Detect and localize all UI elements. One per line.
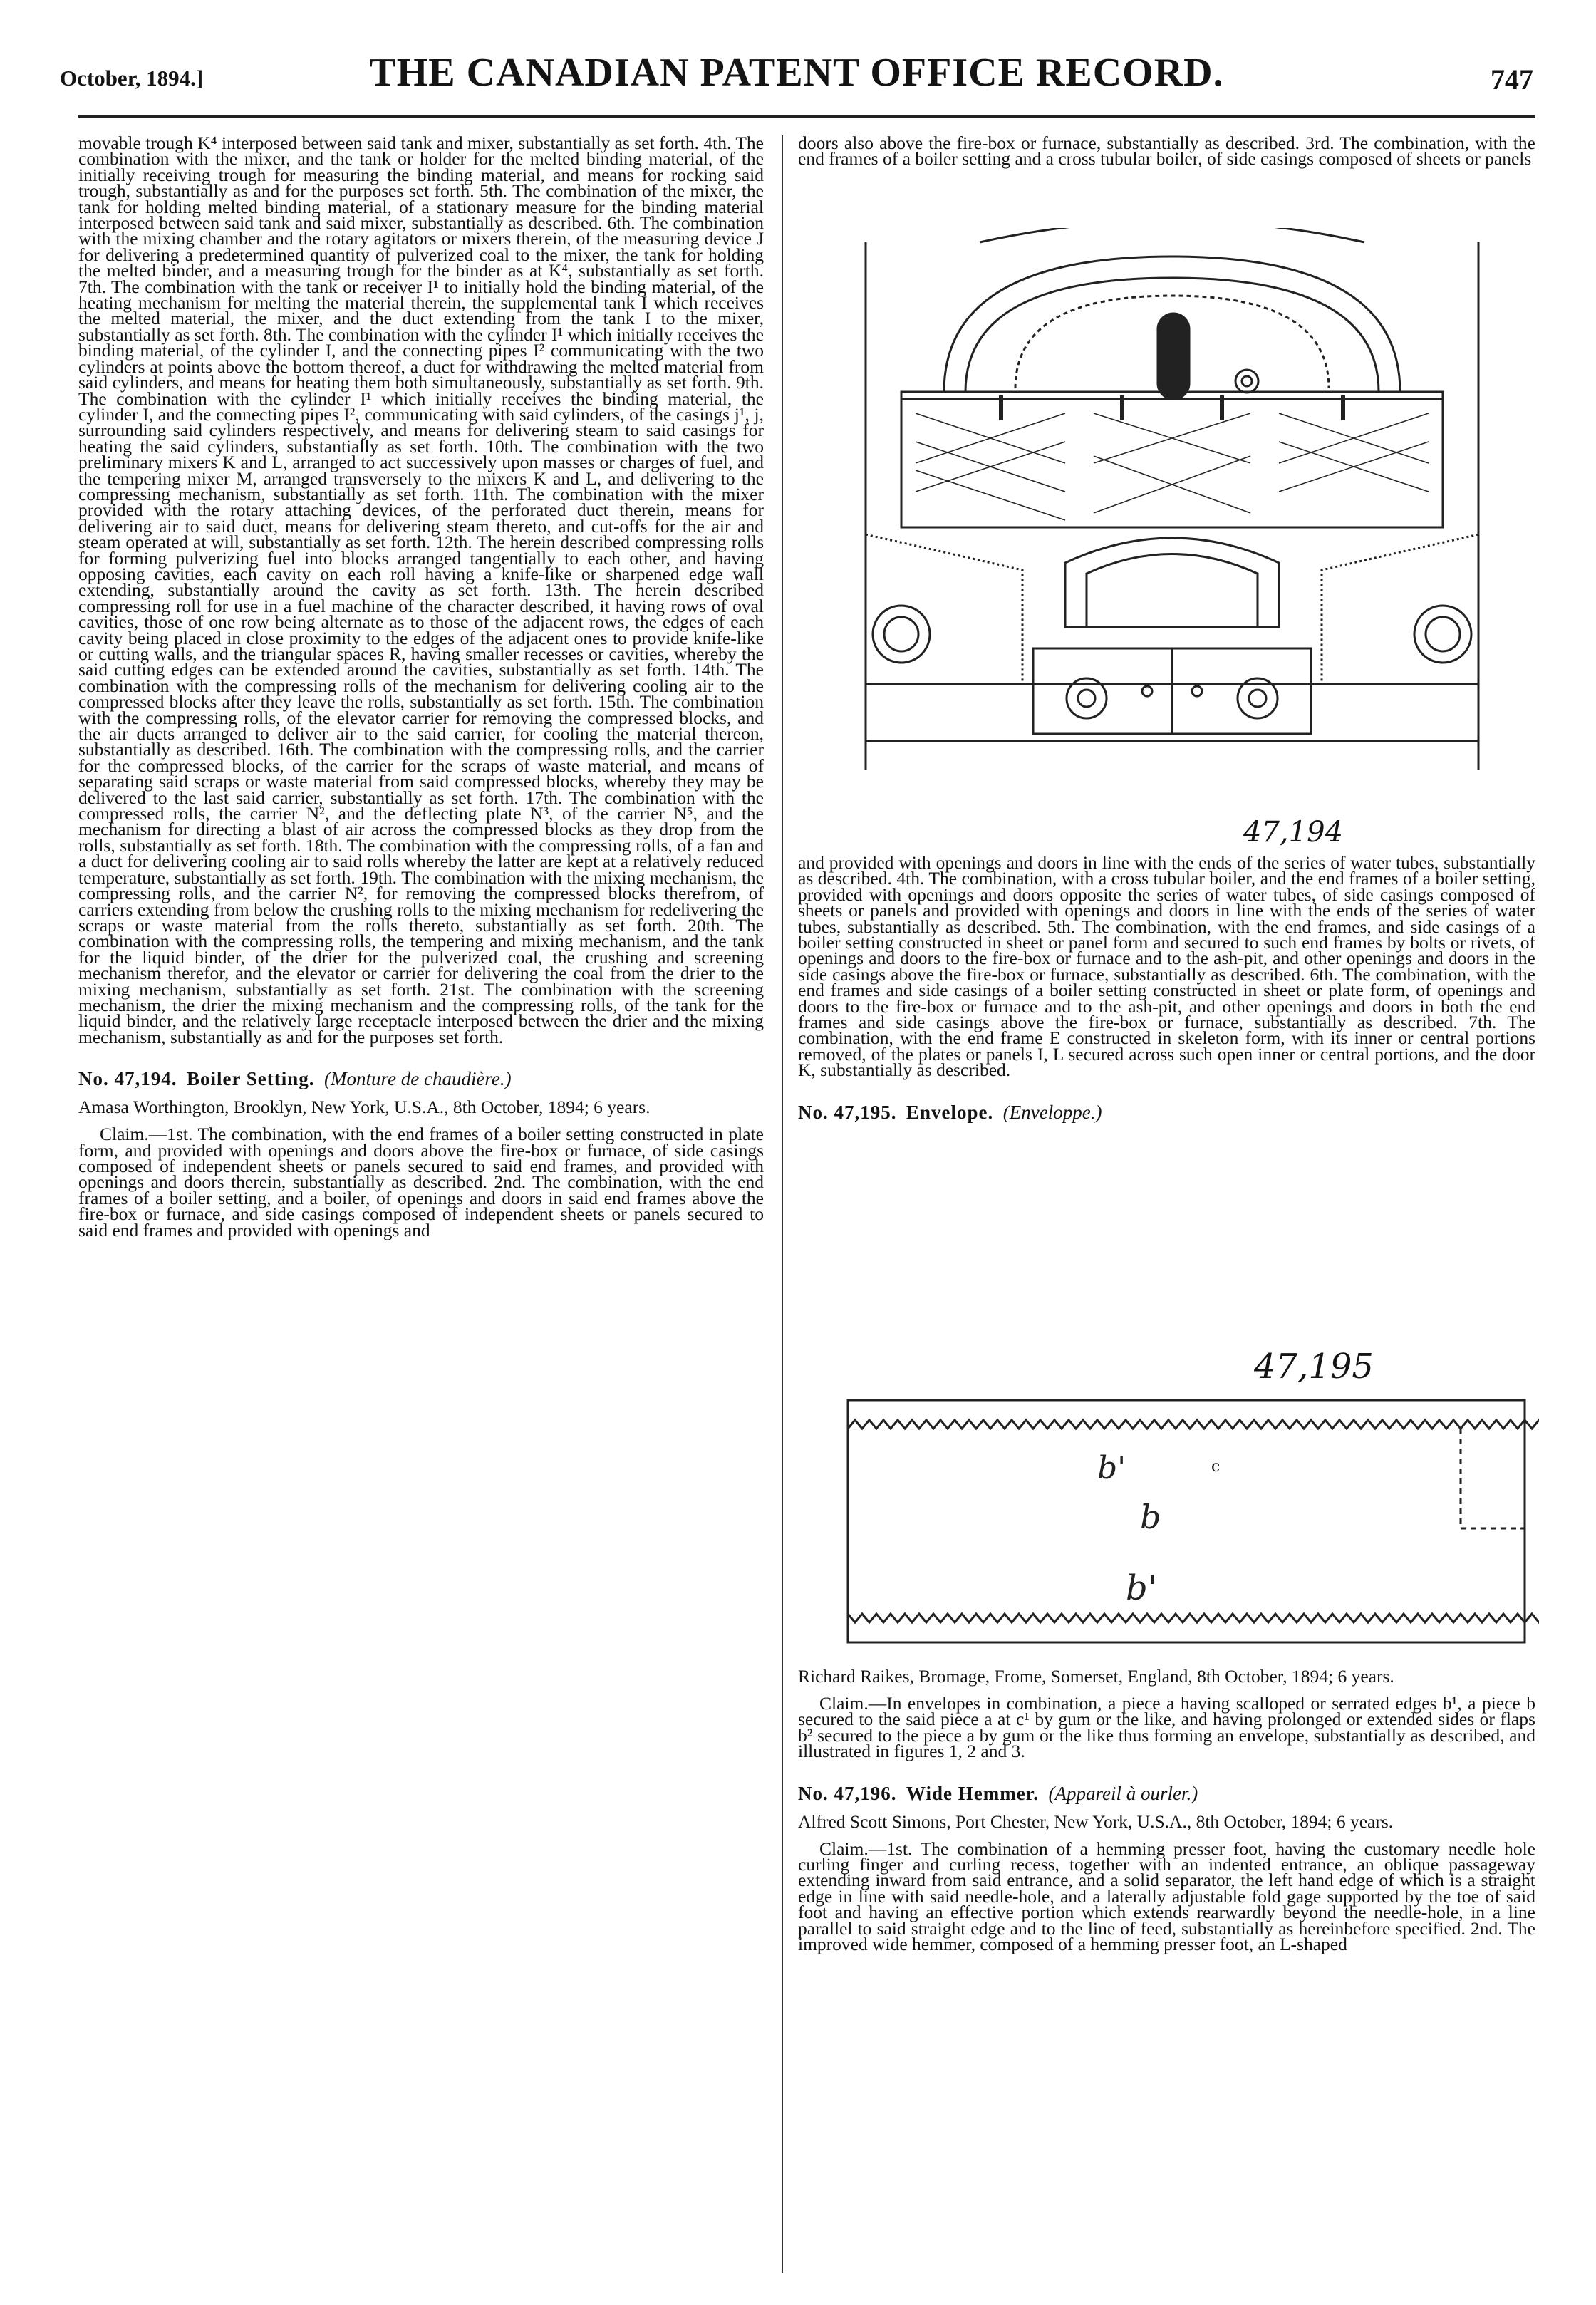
claims-continued: and provided with openings and doors in line with the ends of the series of water tubes, substantially as described. 4th. The combination, with a cross tubular boiler, and the end frames of a boiler setting, provided with openings and doors opposite the series of water tubes, of side casings composed of sheets or panels and provided with openings and doors in line with the ends of the series of water tubes, substantially as described. 5th. The combination, with the end frames, and side casings of a boiler setting constructed in sheet or panel form and secured to such end frames by bolts or rivets, of openings and doors to the fire-box or furnace and to the ash-pit, and other openings and doors in the side casings above the fire-box or furnace, substantially as described. 6th. The combination, with the end frames and side casings of a boiler setting constructed in sheet or plate form, of openings and doors to the fire-box or furnace and to the ash-pit, and other openings and doors in both the end frames and side casings above the fire-box or furnace, substantially as described. 7th. The combination, with the end frame E constructed in skeleton form, with its inner or central portions removed, of the plates or panels I, L secured across such open inner or central portions, and the door K, substantially as described. xyxy=(798,852,1535,1081)
continued-claims-text: movable trough K⁴ interposed between said tank and mixer, substantially as set forth. 4th. The combination with the mixer, and the tank or holder for the melted binding material, of the initially receiving trough for measuring the binding material, and means for rocking said trough, substantially as and for the purposes set forth. 5th. The combination of the mixer, the tank for holding melted binding material, of a stationary measure for the binding material interposed between said tank and said mixer, substantially as described. 6th. The combination with the mixing chamber and the rotary agitators or mixers therein, of the measuring device J for delivering a predetermined quantity of pulverized coal to the mixer, the tank for holding the melted binder, and a measuring trough for the binder as at K⁴, substantially as set forth. 7th. The combination with the tank or receiver I¹ to initially hold the binding material, of the heating mechanism for melting the material therein, the supplemental tank I which receives the melted material, the mixer, and the duct extending from the tank I to the mixer, substantially as set forth. 8th. The combination with the cylinder I¹ which initially receives the binding material, of the cylinder I, and the connecting pipes I² communicating with the two cylinders at points above the bottom thereof, a duct for withdrawing the melted material from said cylinders, and means for heating them both simultaneously, substantially as set forth. 9th. The combination with the cylinder I¹ which initially receives the binding material, the cylinder I, and the connecting pipes I², communicating with said cylinders, of the casings j¹, j, surrounding said cylinders respectively, and means for delivering steam to said casings for heating the said cylinders, substantially as set forth. 10th. The combination with the two preliminary mixers K and L, arranged to act successively upon masses or charges of fuel, and the tempering mixer M, arranged transversely to the mixers K and L, and delivering to the compressing mechanism, substantially as set forth. 11th. The combination with the mixer provided with the rotary attaching devices, of the perforated duct therein, means for delivering air to said duct, means for delivering steam thereto, and cut-offs for the air and steam operated at will, substantially as set forth. 12th. The herein described compressing rolls for forming pulverizing fuel into blocks arranged tangentially to each other, and having opposing cavities, each cavity on each roll having a knife-like or sharpened edge wall extending, substantially around the cavity as set forth. 13th. The herein described compressing roll for use in a fuel machine of the character described, it having rows of oval cavities, those of one row being alternate as to those of the adjacent rows, the edges of each cavity being placed in close proximity to the edges of the adjacent ones to provide knife-like or cutting walls, and the triangular spaces R, having smaller recesses or cavities, whereby the said cutting edges can be extended around the cavities, substantially as set forth. 14th. The combination with the compressing rolls of the mechanism for delivering cooling air to the compressed blocks after they leave the rolls, substantially as set forth. 15th. The combination with the compressing rolls, of the elevator carrier for removing the compressed blocks, and the air ducts arranged to deliver air to the said carrier, for cooling the material thereon, substantially as described. 16th. The combination with the compressing rolls, and the carrier for the compressed blocks, of the carrier for the scraps of waste material, and means of separating said scraps or waste material from said compressed blocks, whereby they may be delivered to the last said carrier, substantially as set forth. 17th. The combination with the compressed rolls, the carrier N², and the deflecting plate N³, of the carrier N⁵, and the mechanism for directing a blast of air across the compressed blocks as they drop from the rolls, substantially as set forth. 18th. The combination with the compressing rolls, of a fan and a duct for delivering cooling air to said rolls whereby the latter are kept at a relatively reduced temperature, substantially as set forth. 19th. The combination with the mixing mechanism, the compressing rolls, and the carrier N², for removing the compressed blocks therefrom, of carriers extending from below the crushing rolls to the mixing mechanism for redelivering the scraps or waste material from the rolls thereto, substantially as set forth. 20th. The combination with the compressing rolls, the tempering and mixing mechanism, and the tank for the liquid binder, of the drier for the pulverized coal, the crushing and screening mechanism therefor, and the elevator or carrier for delivering the coal from the drier to the mixing mechanism, substantially as set forth. 21st. The combination with the screening mechanism, the drier the mixing mechanism and the compressing rolls, of the tank for the liquid binder, and the relatively large receptacle interposed between the drier and the mixing mechanism, substantially as and for the purposes set forth. xyxy=(78,133,764,1047)
right-column-top xyxy=(798,133,1535,170)
continued-claim-text: doors also above the fire-box or furnace, substantially as described. 3rd. The combination, with the end frames of a boiler setting and a cross tubular boiler, of side casings composed of sheets or panels xyxy=(798,133,1535,170)
journal-title: THE CANADIAN PATENT OFFICE RECORD. xyxy=(369,51,1224,95)
patent-french-title: (Appareil à ourler.) xyxy=(1048,1782,1198,1804)
fig-letter-b1-bottom: b' xyxy=(1126,1568,1157,1608)
left-column xyxy=(78,135,764,1238)
figure-label-47194: 47,194 xyxy=(1243,816,1343,849)
patent-number: No. 47,194. xyxy=(78,1068,177,1090)
claim-text: Claim.—In envelopes in combination, a piece a having scalloped or serrated edges b¹, a piece b secured to the said piece a at c¹ by gum or the like, and having prolonged or extended sides or flaps b² secured to the piece a by gum or the like thus forming an envelope, substantially as described, and illustrated in figures 1, 2 and 3. xyxy=(798,1693,1535,1762)
patent-number: No. 47,196. xyxy=(798,1782,897,1804)
patent-heading-47194 xyxy=(78,1067,764,1091)
inventor-line: Amasa Worthington, Brooklyn, New York, U.S.A., 8th October, 1894; 6 years. xyxy=(78,1097,651,1118)
issue-date: October, 1894.] xyxy=(60,66,204,90)
claim-text: Claim.—1st. The combination, with the end frames of a boiler setting constructed in plate form, and provided with openings and doors above the fire-box or furnace, of side casings composed of independent sheets or panels secured to said end frames, and provided with openings and doors therein, substantially as described. 2nd. The combination, with the end frames of a boiler setting, and a boiler, of openings and doors in said end frames above the fire-box or furnace, and side casings composed of independent sheets or panels secured to said end frames and provided with openings and xyxy=(78,1124,764,1240)
envelope-figure xyxy=(841,1386,1539,1671)
column-divider xyxy=(782,135,783,2273)
fig-letter-c: c xyxy=(1211,1458,1221,1476)
right-column-lower xyxy=(798,1666,1535,1955)
figure-label-47195: 47,195 xyxy=(1254,1347,1374,1387)
page-number: 747 xyxy=(1491,63,1533,95)
patent-french-title: (Enveloppe.) xyxy=(1002,1101,1102,1123)
patent-number: No. 47,195. xyxy=(798,1101,897,1123)
boiler-setting-figure xyxy=(851,228,1493,841)
patent-title: Boiler Setting. xyxy=(187,1068,315,1090)
claim-text: Claim.—1st. The combination of a hemming presser foot, having the customary needle hole curling finger and curling recess, together with an indented entrance, an oblique passageway extending inward from said entrance, and a solid separator, the left hand edge of which is a straight edge in line with said needle-hole, and a laterally adjustable fold gage supported by the toe of said foot and having an effective portion which extends rearwardly beyond the needle-hole, in a line parallel to said straight edge and to the line of feed, substantially as hereinbefore specified. 2nd. The improved wide hemmer, composed of a hemming presser foot, an L-shaped xyxy=(798,1838,1535,1955)
header-rule xyxy=(78,115,1535,118)
page-header xyxy=(60,50,1533,114)
right-column-middle xyxy=(798,852,1535,1131)
fig-letter-b1-top: b' xyxy=(1097,1450,1126,1486)
patent-heading-47195 xyxy=(798,1100,1535,1124)
patent-title: Wide Hemmer. xyxy=(906,1782,1039,1804)
patent-title: Envelope. xyxy=(906,1101,994,1123)
patent-heading-47196 xyxy=(798,1781,1535,1806)
fig-letter-b: b xyxy=(1140,1498,1161,1536)
inventor-line: Richard Raikes, Bromage, Frome, Somerset, England, 8th October, 1894; 6 years. xyxy=(798,1666,1394,1687)
inventor-line: Alfred Scott Simons, Port Chester, New York, U.S.A., 8th October, 1894; 6 years. xyxy=(798,1811,1394,1832)
patent-french-title: (Monture de chaudière.) xyxy=(324,1068,512,1090)
